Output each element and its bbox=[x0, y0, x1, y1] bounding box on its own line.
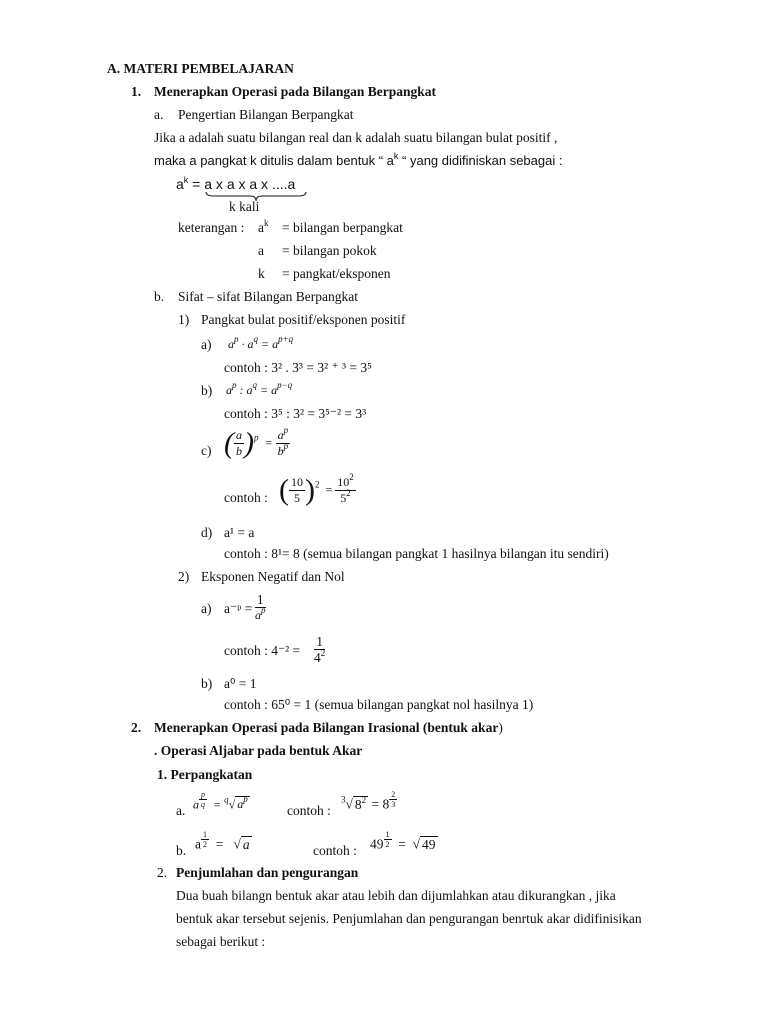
section2-title: Menerapkan Operasi pada Bilangan Irasional (bentuk akar) bbox=[154, 720, 503, 735]
neg-a-example-label: contoh : 4⁻² = bbox=[224, 643, 301, 658]
rule-d-label: d) bbox=[201, 525, 213, 540]
root-b-label: b. bbox=[176, 843, 187, 858]
zero-b-example: contoh : 65⁰ = 1 (semua bilangan pangkat nol hasilnya 1) bbox=[224, 697, 534, 712]
power-definition-formula: $a^k = a$ x a x a x ....a bbox=[176, 175, 296, 192]
penjumlahan-number: 2. bbox=[157, 865, 168, 880]
keterangan-symbol-3: k bbox=[258, 266, 265, 281]
rule-c-label: c) bbox=[201, 443, 212, 458]
paragraph-line2: bentuk akar tersebut sejenis. Penjumlahan dan pengurangan benrtuk akar didifinisikan bbox=[176, 911, 642, 926]
rule-d-formula: a¹ = a bbox=[224, 525, 255, 540]
root-a-label: a. bbox=[176, 803, 186, 818]
root-b-example-label: contoh : bbox=[313, 843, 357, 858]
paragraph-line1: Dua buah bilangn bentuk akar atau lebih dan dijumlahkan atau dikurangkan , jika bbox=[176, 888, 616, 903]
rule-b-formula: $a^p$ : $a^q = a^{p-q}$ bbox=[226, 380, 293, 397]
section1-number: 1. bbox=[131, 84, 142, 99]
keterangan-symbol-2: a bbox=[258, 243, 264, 258]
definition-line1: Jika a adalah suatu bilangan real dan k adalah suatu bilangan bulat positif , bbox=[154, 130, 558, 145]
root-a-example: $^3$√ $8^2 = 8$ $\frac{2}{3}$ bbox=[341, 790, 396, 812]
rule-c-formula: ( $\frac{a}{b}$ )$^p$ = $\frac{a^p}{b^p}$ bbox=[224, 425, 289, 460]
neg-a-fraction: $\frac{1}{a^p}$ bbox=[255, 592, 266, 622]
neg-a-label: a) bbox=[201, 601, 212, 616]
penjumlahan-title: Penjumlahan dan pengurangan bbox=[176, 865, 359, 880]
section2-number: 2. bbox=[131, 720, 142, 735]
neg-a-example-fraction: $\frac{1}{4^2}$ bbox=[314, 634, 326, 665]
section2-subtitle: . Operasi Aljabar pada bentuk Akar bbox=[154, 743, 363, 758]
rule-a-formula: $a^p \cdot a^q = a^{p+q}$ bbox=[228, 334, 294, 351]
p2-label: 2) bbox=[178, 569, 190, 584]
rule-c-example-label: contoh : bbox=[224, 490, 268, 505]
sub-a-label: a. bbox=[154, 107, 164, 122]
rule-a-example: contoh : 3² . 3³ = 3² ⁺ ³ = 3⁵ bbox=[224, 360, 372, 375]
keterangan-definition-3: = pangkat/eksponen bbox=[282, 266, 391, 281]
section1-title: Menerapkan Operasi pada Bilangan Berpangkat bbox=[154, 84, 437, 99]
p1-label: 1) bbox=[178, 312, 190, 327]
root-b-formula: a $\frac{1}{2}$ = √ a bbox=[195, 830, 250, 852]
definition-line2: maka a pangkat k ditulis dalam bentuk “ $a^k$ “ yang didifiniskan sebagai : bbox=[154, 151, 563, 168]
keterangan-definition-2: = bilangan pokok bbox=[282, 243, 377, 258]
perpangkatan-title: 1. Perpangkatan bbox=[157, 767, 253, 782]
root-b-example: 49 $\frac{1}{2}$ = √ 49 bbox=[370, 830, 436, 852]
sub-a-title: Pengertian Bilangan Berpangkat bbox=[178, 107, 354, 122]
neg-a-lhs: a⁻ᵖ = bbox=[224, 601, 253, 616]
zero-b-formula: a⁰ = 1 bbox=[224, 676, 257, 691]
rule-d-example: contoh : 8¹= 8 (semua bilangan pangkat 1 hasilnya bilangan itu sendiri) bbox=[224, 546, 609, 561]
keterangan-symbol-1: $a^k$ bbox=[258, 218, 269, 235]
root-a-example-label: contoh : bbox=[287, 803, 331, 818]
p2-title: Eksponen Negatif dan Nol bbox=[201, 569, 345, 584]
p1-title: Pangkat bulat positif/eksponen positif bbox=[201, 312, 406, 327]
keterangan-label: keterangan : bbox=[178, 220, 245, 235]
rule-c-example: ( $\frac{10}{5}$ )$^2$ = $\frac{10^2}{5^2}$ bbox=[279, 472, 354, 507]
root-a-formula: a $\frac{p}{q}$ = $^q$√ $a^p$ bbox=[193, 790, 248, 812]
rule-a-label: a) bbox=[201, 337, 212, 352]
rule-b-label: b) bbox=[201, 383, 213, 398]
paragraph-line3: sebagai berikut : bbox=[176, 934, 266, 949]
sub-b-label: b. bbox=[154, 289, 165, 304]
sub-b-title: Sifat – sifat Bilangan Berpangkat bbox=[178, 289, 358, 304]
keterangan-definition-1: = bilangan berpangkat bbox=[282, 220, 403, 235]
brace-label: k kali bbox=[229, 199, 260, 214]
zero-b-label: b) bbox=[201, 676, 213, 691]
rule-b-example: contoh : 3⁵ : 3² = 3⁵⁻² = 3³ bbox=[224, 406, 367, 421]
section-heading: A. MATERI PEMBELAJARAN bbox=[107, 61, 294, 76]
